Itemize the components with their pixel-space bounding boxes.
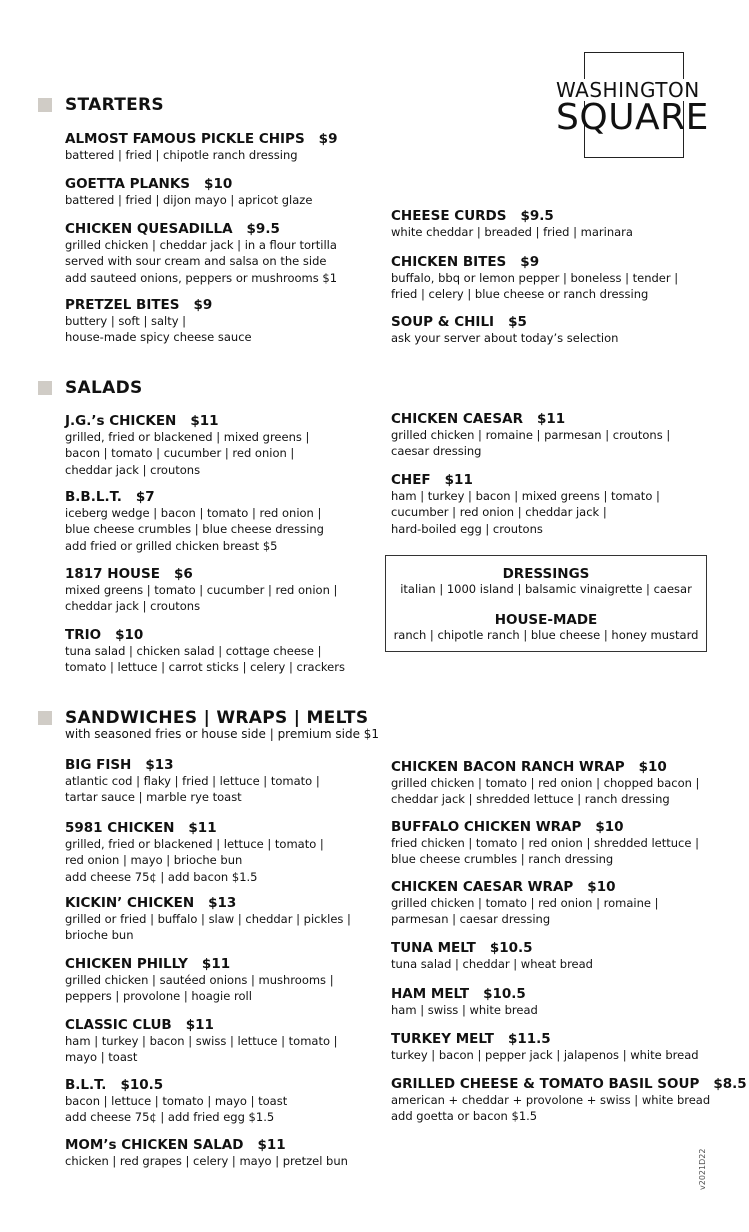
menu-item-heading — [391, 986, 538, 1002]
menu-item-price: $13 — [208, 895, 237, 911]
menu-item-desc: fried chicken | tomato | red onion | shredded lettuce | — [391, 836, 699, 850]
menu-item — [65, 820, 324, 885]
menu-item-desc: served with sour cream and salsa on the side — [65, 254, 327, 269]
menu-item-heading — [65, 1017, 338, 1033]
house-made-title: HOUSE-MADE — [494, 612, 598, 628]
menu-item-desc: hard-boiled egg | croutons — [391, 521, 543, 536]
menu-item-name: CHICKEN PHILLY — [65, 956, 188, 972]
menu-item — [65, 1017, 338, 1066]
menu-item-heading — [65, 1137, 348, 1153]
menu-item-heading — [65, 956, 334, 972]
menu-item-price: $9 — [193, 297, 213, 313]
menu-item — [391, 819, 699, 868]
menu-item-heading — [65, 489, 324, 505]
menu-item-desc: grilled chicken | romaine | parmesan | croutons | — [391, 428, 671, 442]
menu-item-heading — [65, 1077, 287, 1093]
menu-item-desc: ham | turkey | bacon | mixed greens | tomato | — [391, 489, 660, 503]
menu-item — [65, 1137, 348, 1169]
menu-item-heading — [65, 176, 312, 192]
menu-item-price: $10 — [115, 627, 144, 643]
menu-item-heading — [391, 759, 699, 775]
menu-item-desc: ham | turkey | bacon | swiss | lettuce | tomato | — [65, 1034, 338, 1048]
menu-item — [65, 221, 337, 286]
menu-item-heading — [65, 413, 309, 429]
menu-item-name: TUNA MELT — [391, 940, 476, 956]
menu-item-desc: add sauteed onions, peppers or mushrooms $1 — [65, 270, 338, 285]
section-subtitle: with seasoned fries or house side | premium side $1 — [65, 727, 380, 741]
menu-item-desc: tuna salad | cheddar | wheat bread — [391, 957, 593, 971]
menu-item-name: CHICKEN BACON RANCH WRAP — [391, 759, 625, 775]
menu-item-price: $5 — [508, 314, 527, 330]
menu-item-price: $11 — [257, 1137, 286, 1153]
menu-item — [391, 1031, 699, 1063]
section-title: SANDWICHES | WRAPS | MELTS — [65, 708, 369, 728]
menu-item-name: GOETTA PLANKS — [65, 176, 191, 192]
menu-item — [391, 411, 670, 460]
menu-item-desc: atlantic cod | flaky | fried | lettuce | tomato | — [65, 774, 320, 788]
menu-item-desc: tomato | lettuce | carrot sticks | celery | crackers — [65, 660, 345, 675]
menu-item-desc: grilled, fried or blackened | lettuce | tomato | — [65, 837, 324, 851]
menu-item-name: ALMOST FAMOUS PICKLE CHIPS — [65, 131, 305, 147]
menu-item — [391, 254, 678, 303]
menu-item-desc: cheddar jack | croutons — [65, 462, 201, 477]
menu-item-name: 1817 HOUSE — [65, 566, 160, 582]
menu-item-desc: house-made spicy cheese sauce — [65, 330, 252, 345]
menu-item-desc: iceberg wedge | bacon | tomato | red onion | — [65, 506, 322, 520]
menu-item-heading — [65, 566, 337, 582]
menu-item — [65, 489, 324, 554]
menu-item-name: CHICKEN QUESADILLA — [65, 221, 233, 237]
menu-item-price: $9 — [520, 254, 540, 270]
restaurant-logo — [556, 52, 716, 160]
menu-item-heading — [65, 131, 337, 147]
menu-item-heading — [391, 208, 633, 224]
menu-item-price: $9 — [318, 131, 338, 147]
menu-item-name: SOUP & CHILI — [391, 314, 495, 330]
menu-item-price: $6 — [173, 566, 193, 582]
logo-line-washington: WASHINGTON — [556, 79, 716, 101]
menu-item-price: $10 — [595, 819, 624, 835]
section-square-icon — [38, 711, 52, 725]
menu-item — [65, 956, 334, 1005]
menu-item — [65, 413, 309, 478]
menu-item-name: B.L.T. — [65, 1077, 107, 1093]
menu-item-heading — [65, 297, 252, 313]
menu-item — [391, 1076, 747, 1125]
menu-item-price: $10 — [587, 879, 616, 895]
version-code: v2021D22 — [698, 1148, 707, 1190]
menu-item-name: BIG FISH — [65, 757, 132, 773]
menu-item-name: KICKIN’ CHICKEN — [65, 895, 195, 911]
menu-item-desc: buttery | soft | salty | — [65, 314, 187, 328]
menu-item — [391, 472, 660, 537]
menu-item-name: CHEF — [391, 472, 431, 488]
menu-item — [65, 627, 345, 676]
menu-item-heading — [65, 221, 337, 237]
menu-item-price: $10 — [204, 176, 233, 192]
menu-item-desc: blue cheese crumbles | blue cheese dressing — [65, 522, 324, 537]
menu-item — [65, 131, 337, 163]
dressings-title: DRESSINGS — [502, 566, 590, 582]
menu-item-price: $11 — [185, 1017, 214, 1033]
menu-item-desc: grilled or fried | buffalo | slaw | cheddar | pickles | — [65, 912, 351, 926]
menu-item-desc: battered | fried | chipotle ranch dressing — [65, 148, 298, 162]
menu-item-price: $11 — [536, 411, 566, 427]
menu-item-heading — [65, 820, 324, 836]
menu-item-price: $9.5 — [246, 221, 280, 237]
menu-item — [65, 176, 312, 208]
menu-item-heading — [391, 1076, 747, 1092]
menu-item-desc: add cheese 75¢ | add bacon $1.5 — [65, 869, 258, 884]
menu-item-price: $10.5 — [120, 1077, 164, 1093]
menu-item-price: $10.5 — [489, 940, 533, 956]
section-square-icon — [38, 381, 52, 395]
menu-item-desc: battered | fried | dijon mayo | apricot glaze — [65, 193, 313, 207]
menu-item — [65, 566, 337, 615]
menu-item — [391, 940, 593, 972]
menu-item-heading — [391, 472, 660, 488]
menu-item-desc: parmesan | caesar dressing — [391, 912, 551, 927]
menu-item-name: CLASSIC CLUB — [65, 1017, 172, 1033]
menu-item-price: $7 — [135, 489, 155, 505]
menu-item-heading — [391, 411, 670, 427]
menu-item-desc: bacon | tomato | cucumber | red onion | — [65, 446, 295, 461]
menu-item-desc: brioche bun — [65, 928, 134, 943]
section-title: STARTERS — [65, 95, 164, 115]
menu-item-heading — [391, 879, 658, 895]
menu-item-price: $10.5 — [483, 986, 526, 1002]
menu-item-desc: add cheese 75¢ | add fried egg $1.5 — [65, 1110, 275, 1125]
menu-item-desc: caesar dressing — [391, 444, 482, 459]
menu-item-desc: grilled chicken | tomato | red onion | romaine | — [391, 896, 659, 910]
menu-item-name: CHEESE CURDS — [391, 208, 507, 224]
menu-item — [391, 759, 699, 808]
menu-item-heading — [391, 940, 593, 956]
menu-item-desc: bacon | lettuce | tomato | mayo | toast — [65, 1094, 288, 1108]
menu-item-desc: red onion | mayo | brioche bun — [65, 853, 243, 868]
menu-item-heading — [391, 819, 699, 835]
section-salads — [38, 378, 143, 398]
menu-item-desc: ham | swiss | white bread — [391, 1003, 538, 1017]
menu-item-desc: add goetta or bacon $1.5 — [391, 1109, 538, 1124]
menu-item-price: $10 — [638, 759, 667, 775]
menu-item — [391, 986, 538, 1018]
menu-item — [65, 757, 320, 806]
menu-item-desc: ask your server about today’s selection — [391, 331, 619, 345]
menu-item-name: CHICKEN CAESAR WRAP — [391, 879, 574, 895]
dressings-list: italian | 1000 island | balsamic vinaigrette | caesar — [400, 582, 692, 596]
menu-item-heading — [65, 895, 351, 911]
house-made-list: ranch | chipotle ranch | blue cheese | honey mustard — [393, 628, 699, 642]
menu-item — [391, 208, 633, 240]
menu-item-price: $13 — [145, 757, 174, 773]
menu-item-desc: tuna salad | chicken salad | cottage cheese | — [65, 644, 322, 658]
menu-item-name: TURKEY MELT — [391, 1031, 494, 1047]
menu-item-desc: cheddar jack | croutons — [65, 599, 201, 614]
menu-item-desc: turkey | bacon | pepper jack | jalapenos | white bread — [391, 1048, 699, 1062]
section-starters — [38, 95, 164, 115]
menu-item-name: 5981 CHICKEN — [65, 820, 175, 836]
menu-item-desc: white cheddar | breaded | fried | marinara — [391, 225, 633, 239]
menu-item-name: MOM’s CHICKEN SALAD — [65, 1137, 244, 1153]
menu-item-desc: mayo | toast — [65, 1050, 138, 1065]
menu-item-price: $9.5 — [520, 208, 554, 224]
menu-item-name: PRETZEL BITES — [65, 297, 180, 313]
menu-item-desc: peppers | provolone | hoagie roll — [65, 989, 252, 1004]
menu-item-desc: grilled, fried or blackened | mixed greens | — [65, 430, 310, 444]
menu-item-desc: grilled chicken | cheddar jack | in a flour tortilla — [65, 238, 337, 252]
menu-item-name: HAM MELT — [391, 986, 470, 1002]
menu-item-desc: grilled chicken | tomato | red onion | chopped bacon | — [391, 776, 700, 790]
menu-item-desc: fried | celery | blue cheese or ranch dressing — [391, 287, 649, 302]
menu-item-heading — [65, 757, 320, 773]
menu-item-desc: tartar sauce | marble rye toast — [65, 790, 242, 805]
menu-item-heading — [391, 1031, 699, 1047]
menu-item-desc: blue cheese crumbles | ranch dressing — [391, 852, 614, 867]
section-sandwiches — [38, 708, 368, 728]
section-square-icon — [38, 98, 52, 112]
menu-item — [391, 314, 618, 346]
menu-item-name: BUFFALO CHICKEN WRAP — [391, 819, 582, 835]
menu-item-heading — [391, 314, 618, 330]
menu-item-name: GRILLED CHEESE & TOMATO BASIL SOUP — [391, 1076, 700, 1092]
menu-item-price: $11 — [188, 820, 217, 836]
menu-item-price: $11 — [190, 413, 219, 429]
menu-item — [65, 1077, 287, 1126]
menu-item-desc: cucumber | red onion | cheddar jack | — [391, 505, 607, 520]
menu-item-desc: grilled chicken | sautéed onions | mushrooms | — [65, 973, 334, 987]
menu-item-heading — [391, 254, 678, 270]
logo-line-square: SQUARE — [556, 97, 709, 138]
menu-item-desc: mixed greens | tomato | cucumber | red onion | — [65, 583, 338, 597]
menu-item-name: CHICKEN BITES — [391, 254, 507, 270]
menu-item-desc: chicken | red grapes | celery | mayo | pretzel bun — [65, 1154, 348, 1168]
menu-item-desc: add fried or grilled chicken breast $5 — [65, 538, 278, 553]
menu-item-price: $11 — [444, 472, 473, 488]
menu-item-name: J.G.’s CHICKEN — [65, 413, 177, 429]
menu-item — [65, 297, 252, 346]
menu-item-desc: buffalo, bbq or lemon pepper | boneless | tender | — [391, 271, 679, 285]
menu-item-desc: cheddar jack | shredded lettuce | ranch dressing — [391, 792, 670, 807]
menu-item-name: TRIO — [65, 627, 102, 643]
dressings-box — [385, 555, 707, 652]
menu-item-price: $11.5 — [507, 1031, 551, 1047]
menu-item-price: $11 — [201, 956, 231, 972]
menu-item-price: $8.5 — [713, 1076, 747, 1092]
section-title: SALADS — [65, 378, 143, 398]
menu-item-heading — [65, 627, 345, 643]
menu-item-desc: american + cheddar + provolone + swiss | white bread — [391, 1093, 711, 1107]
menu-item-name: B.B.L.T. — [65, 489, 122, 505]
menu-item — [65, 895, 351, 944]
menu-item-name: CHICKEN CAESAR — [391, 411, 523, 427]
menu-item — [391, 879, 658, 928]
